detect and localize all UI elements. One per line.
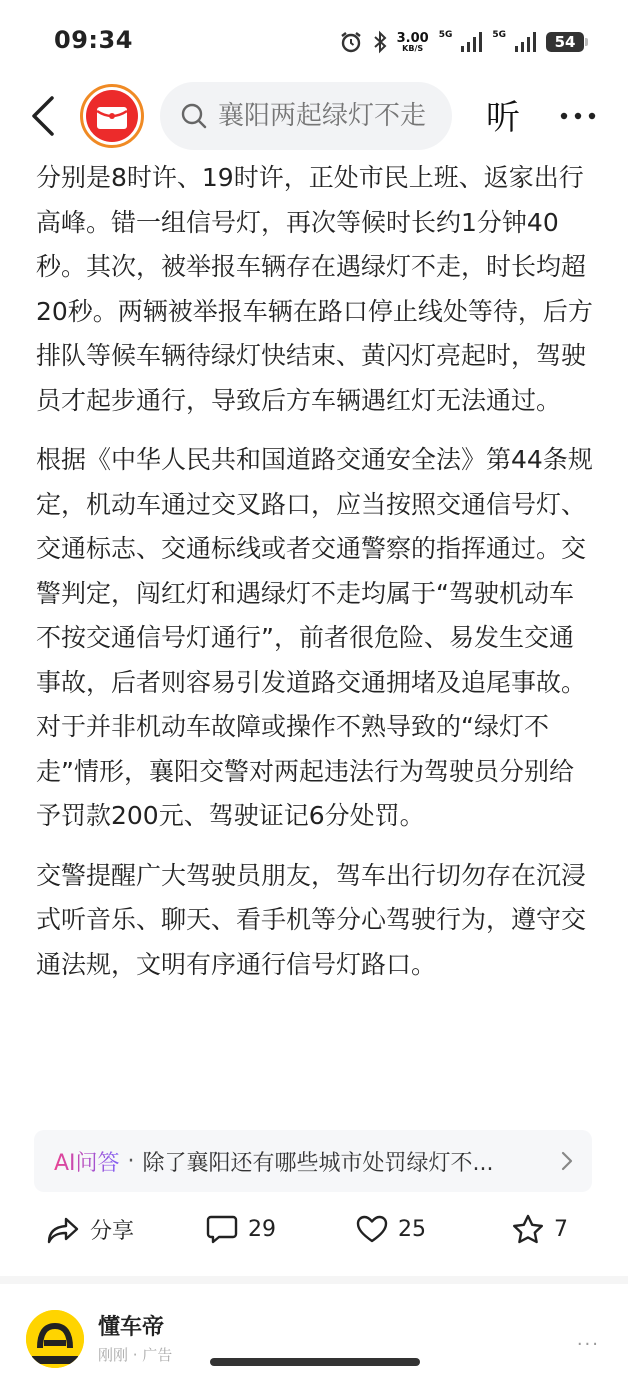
status-time: 09:34 <box>54 26 133 54</box>
comment-button[interactable] <box>206 1214 276 1244</box>
signal-1-label: 5G <box>438 30 453 40</box>
share-button[interactable] <box>46 1214 134 1245</box>
network-speed-unit: KB/S <box>402 43 424 53</box>
home-indicator[interactable] <box>210 1358 420 1366</box>
feed-author-name[interactable]: 懂车帝 <box>98 1315 165 1340</box>
article-paragraph: 根据《中华人民共和国道路交通安全法》第44条规定，机动车通过交叉路口，应当按照交通信号灯、交通标志、交通标线或者交通警察的指挥通过。交警判定，闯红灯和遇绿灯不走均属于“驾驶机动车不按交通信号灯通行”，前者很危险、易发生交通事故，后者则容易引发道路交通拥堵及追尾事故。对于并非机动车故障或操作不熟导致的“绿灯不走”情形，襄阳交警对两起违法行为驾驶员分别给予罚款200元、驾驶证记6分处罚。 <box>36 445 593 830</box>
red-envelope-icon <box>86 90 138 142</box>
chevron-right-icon <box>560 1150 574 1176</box>
feed-more-button[interactable]: ··· <box>576 1334 600 1355</box>
article-body <box>36 156 596 1002</box>
likes-count: 25 <box>398 1216 426 1242</box>
like-button[interactable] <box>356 1214 426 1244</box>
article-paragraph: 分别是8时许、19时许，正处市民上班、返家出行高峰。错一组信号灯，再次等候时长约1分钟40秒。其次，被举报车辆存在遇绿灯不走，时长均超20秒。两辆被举报车辆在路口停止线处等待，后方排队等候车辆待绿灯快结束、黄闪灯亮起时，驾驶员才起步通行，导致后方车辆遇红灯无法通过。 <box>36 163 593 415</box>
feed-meta: 刚刚 · 广告 <box>98 1346 173 1364</box>
alarm-icon <box>339 30 363 54</box>
section-divider <box>0 1276 628 1284</box>
search-icon <box>180 102 208 130</box>
signal-bars-icon <box>460 31 482 53</box>
action-bar <box>0 1200 628 1264</box>
comments-count: 29 <box>248 1216 276 1242</box>
favorite-button[interactable] <box>512 1214 568 1244</box>
signal-bars-2-icon <box>514 31 536 53</box>
comment-icon <box>206 1214 238 1244</box>
network-speed-value: 3.00 <box>396 30 429 46</box>
dongchedi-logo-icon <box>26 1310 84 1368</box>
share-label: 分享 <box>90 1219 135 1244</box>
ai-qa-card[interactable] <box>34 1130 592 1192</box>
ai-qa-question: 除了襄阳还有哪些城市处罚绿灯不... <box>142 1150 494 1176</box>
ai-qa-separator: · <box>127 1148 135 1174</box>
share-icon <box>46 1215 80 1245</box>
avatar[interactable] <box>26 1310 84 1368</box>
heart-icon <box>356 1214 388 1244</box>
star-icon <box>512 1214 544 1244</box>
top-nav <box>0 80 628 156</box>
back-button[interactable] <box>26 94 66 138</box>
app-logo[interactable] <box>80 84 144 148</box>
search-input[interactable] <box>218 101 438 131</box>
chevron-left-icon <box>26 94 66 138</box>
search-bar[interactable] <box>160 82 452 150</box>
favorites-count: 7 <box>554 1216 568 1242</box>
status-icons <box>339 28 584 56</box>
more-dots-icon <box>558 98 598 134</box>
more-options-button[interactable] <box>558 98 598 134</box>
listen-button[interactable]: 听 <box>486 98 520 138</box>
battery-icon: 54 <box>546 32 584 52</box>
ai-qa-label: AI问答 <box>54 1146 120 1177</box>
network-speed <box>397 32 429 53</box>
signal-2-label: 5G <box>492 30 506 40</box>
status-bar <box>0 0 628 80</box>
article-paragraph: 交警提醒广大驾驶员朋友，驾车出行切勿存在沉浸式听音乐、聊天、看手机等分心驾驶行为，遵守交通法规，文明有序通行信号灯路口。 <box>36 860 587 979</box>
bluetooth-icon <box>373 30 387 54</box>
